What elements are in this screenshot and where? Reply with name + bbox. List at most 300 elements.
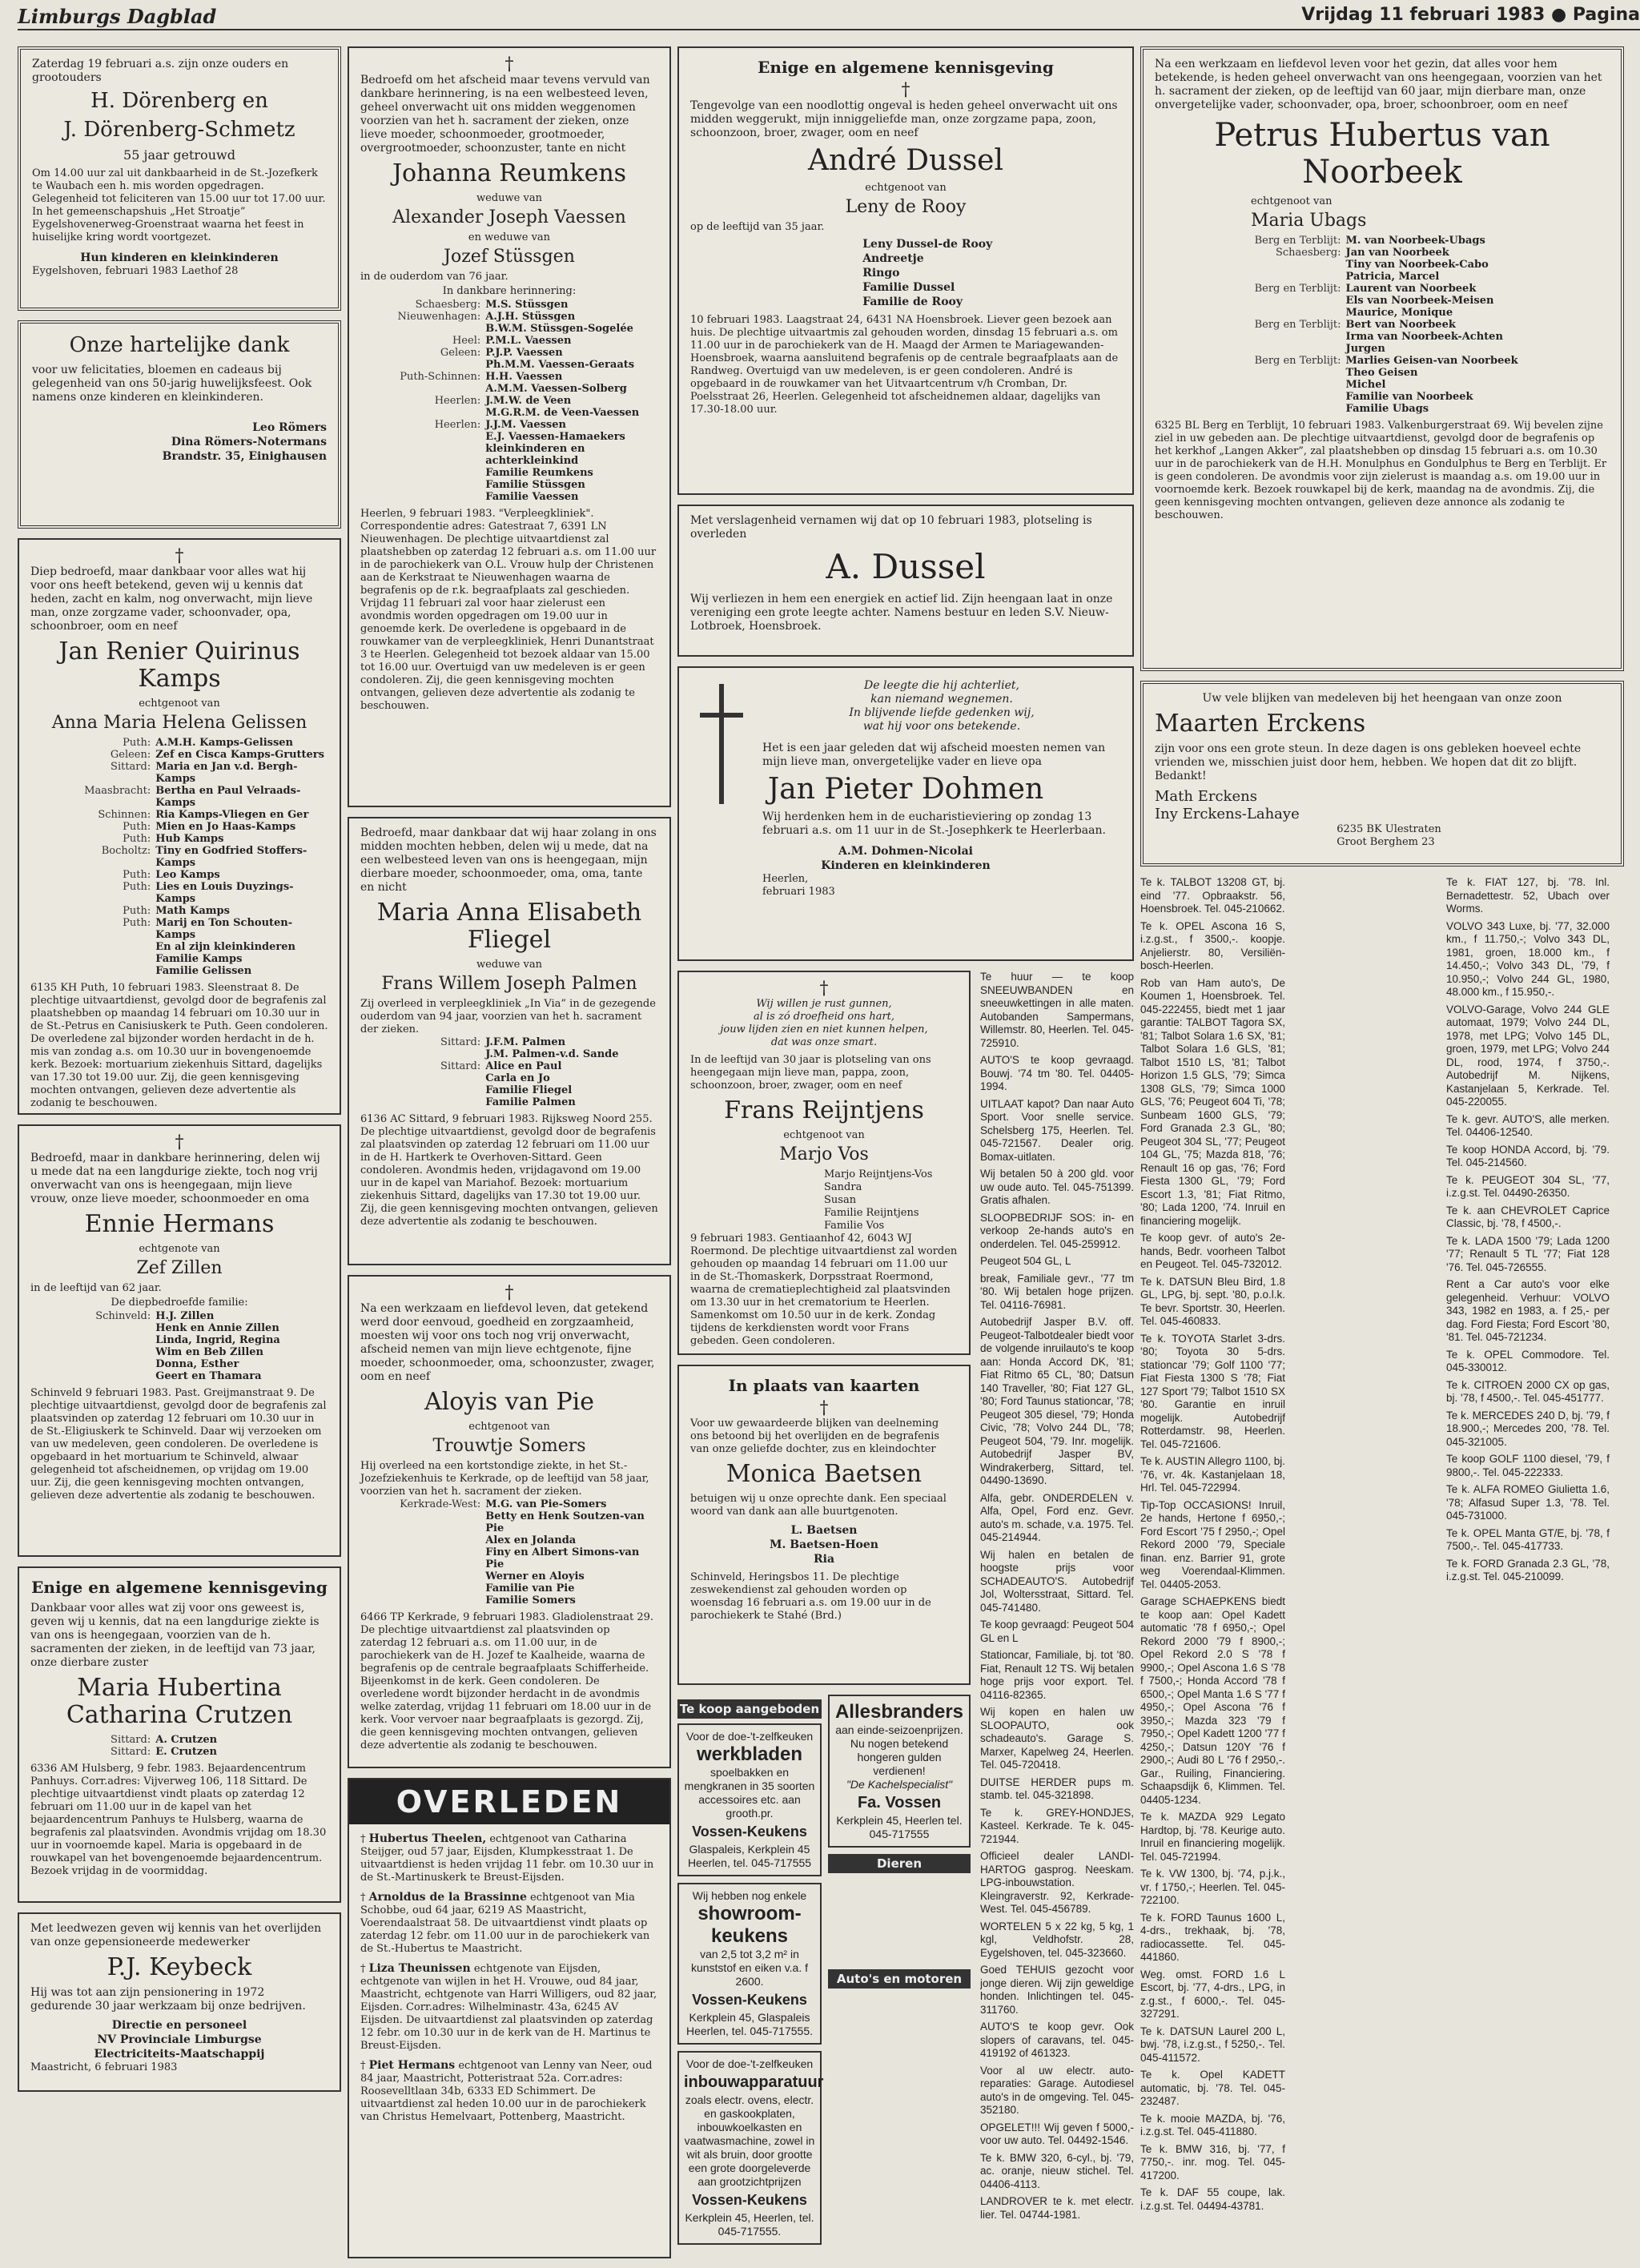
col3-left	[677, 971, 971, 2251]
classified-ad: Weg. omst. FORD 1.6 L Escort, bj. '77, 4-drs., LPG, in z.g.st., f 6000,-. Tel. 045-327291.	[1140, 1968, 1285, 2020]
family-member: Jan van Noorbeek	[1345, 247, 1449, 259]
family-place: Schaesberg:	[415, 299, 481, 311]
deceased-name: P.J. Keybeck	[107, 1953, 252, 1981]
classified-ad: Te k. TOYOTA Starlet 3-drs. '80; Toyota 30 5-drs. stationcar '79; Golf 1100 '77; Fiat Fiesta 1300 S '78; Fiat 127 Sport '79; Talbot 1510 SX '80. Garantie en inruil mogelijk. Autobedrijf Rotterdamstr. 98, Heerlen. Tel. 045-721606.	[1140, 1332, 1285, 1450]
overleden-text: echtgenote van Eijsden, echtgenote van wijlen in het H. Vrouwe, oud 84 jaar, Maastricht, echtgenote van Harri Willigers, oud 82 jaar, Eijsden. Corr.adres: Wilhelminastr. 43a, 6245 AV Eijsden. De uitvaartdienst zal plaatsvinden op zaterdag 12 febr. om 10.30 uur in de kerk van de H. Martinus te Breust-Eijsden.	[360, 1963, 657, 2052]
after: Schinveld, Heringsbos 11. De plechtige zeswekendienst zal gehouden worden op woensdag 16 februari a.s. om 19.00 uur in de parochiekerk te Stahé (Brd.)	[690, 1571, 931, 1622]
family-member: J.M. Palmen-v.d. Sande	[485, 1048, 619, 1060]
deceased-name: Maria Anna Elisabeth Fliegel	[376, 899, 642, 954]
overleden-name: Piet Hermans	[368, 2059, 456, 2072]
family-member: Familie Fliegel	[485, 1084, 573, 1096]
classified-ad: LANDROVER te k. met electr. lier. Tel. 04744-1981.	[980, 2195, 1134, 2221]
classified-ad: Rob van Ham auto's, De Koumen 1, Hoensbroek. Tel. 045-222455, biedt met 1 jaar garantie: TALBOT Tagora SX, '81; Talbot Solara 1.6 SX, '81; Talbot Solara 1.6 GLS, '81; Talbot 1510 LS, '81; Talbot Horizon 1.5 GLS, '79; Simca 1308 GLS, '79; Simca 1000 GLS, '76; Peugeot 604 Ti, '78; Sunbeam 1600 GLS, '79; Ford Granada 2.3 GL, '80; Peugeot 304 SL, '77; Peugeot 104 GL, '75; Mazda 818, '76; Renault 16 op gas, '76; Ford Fiesta 1300 GL, '79; Ford Escort 1.3, '81; Fiat Ritmo, '80; Lada 1200, '74. Inruil en financiering mogelijk.	[1140, 976, 1285, 1227]
rubric-te-koop: Te koop aangeboden	[677, 1699, 822, 1719]
family-member: Ph.M.M. Vaessen-Geraats	[485, 359, 635, 371]
classified-ad: Te k. BMW 316, bj. '77, f 7750,-. inr. mog. Tel. 045-417200.	[1140, 2142, 1285, 2182]
classified-ad: Te k. DATSUN Bleu Bird, 1.8 GL, LPG, bj. sept. '80, p.o.l.k. Te bevr. Sportstr. 30, Heerlen. Tel. 045-460833.	[1140, 1275, 1285, 1327]
cross-icon: †	[360, 2060, 369, 2072]
classified-ad: Te k. VW 1300, bj. '74, p.j.k., vr. f 1750,-; Heerlen. Tel. 045-722100.	[1140, 1868, 1285, 1906]
family-place	[360, 1570, 485, 1582]
family-member: P.M.L. Vaessen	[485, 335, 572, 347]
family-member: Familie Reijntjens	[824, 1207, 919, 1219]
intro: Bedroefd om het afscheid maar tevens vervuld van dankbare herinnering, is na een welbesteed leven, geheel onverwacht uit ons midden weggenomen voorzien van het h. sacrament der zieken, onze lieve moeder, schoonmoeder, grootmoeder, overgrootmoeder, schoonzuster, tante en nicht	[360, 74, 650, 155]
family-place	[360, 479, 485, 491]
place: Eygelshoven, februari 1983 Laethof 28	[32, 265, 239, 277]
family-member: Theo Geisen	[1345, 367, 1418, 379]
family-member: Els van Noorbeek-Meisen	[1345, 295, 1494, 307]
family-place	[30, 1322, 155, 1334]
family-place: Schaesberg:	[1275, 247, 1341, 259]
overleden-item	[360, 1832, 658, 1884]
family-place	[360, 1582, 485, 1594]
classified-ad: Peugeot 504 GL, L	[980, 1255, 1071, 1267]
classified-column-b	[1446, 876, 1610, 2254]
classified-ad: Voor al uw electr. auto-reparaties: Garage. Autodiesel auto's in de omgeving. Tel. 045-352180.	[980, 2064, 1134, 2116]
overleden-name: Hubertus Theelen,	[368, 1832, 487, 1845]
family-place: Sittard:	[111, 1746, 151, 1758]
family-place	[1155, 343, 1346, 355]
date-page: Vrijdag 11 februari 1983 ● Pagina	[1301, 5, 1640, 25]
name-1: H. Dörenberg en	[90, 89, 268, 113]
family-member: Susan	[824, 1194, 857, 1206]
intro: Dankbaar voor alles wat zij voor ons geweest is, geven wij u kennis, dat na een langdurige ziekte is van ons is heengegaan, voorzien van de h. sacramenten der zieken, in de leeftijd van 73 jaar, onze dierbare zuster	[30, 1602, 320, 1669]
classified-ad: Te k. Opel KADETT automatic, bj. '78. Tel. 045-232487.	[1140, 2069, 1285, 2107]
age: in de ouderdom van 76 jaar.	[360, 271, 508, 283]
addr: Glaspaleis, Kerkplein 45 Heerlen, tel. 045-717555	[687, 1843, 812, 1869]
family-list	[360, 1498, 658, 1606]
family-intro: In dankbare herinnering:	[442, 285, 577, 297]
classified-ad: break, Familiale gevr., '77 tm '80. Wij betalen hoge prijzen. Tel. 04116-76981.	[980, 1272, 1134, 1311]
classified-ad: AUTO'S te koop gevraagd. Bouwj. '74 tm '80. Tel. 04405-1994.	[980, 1054, 1134, 1092]
rubric-dieren: Dieren	[828, 1854, 971, 1873]
classified-ad: Te k. AUSTIN Allegro 1100, bj. '76, vr. 4k. Kastanjelaan 18, Hrl. Tel. 045-722994.	[1140, 1455, 1285, 1494]
family-place	[360, 1546, 485, 1570]
family-place	[360, 407, 485, 419]
family-member: Marij en Ton Schouten-Kamps	[155, 917, 293, 941]
addr: Kerkplein 45, Glaspaleis Heerlen, tel. 045-717555.	[686, 2011, 813, 2037]
name-2: J. Dörenberg-Schmetz	[63, 118, 295, 142]
family-place	[360, 1072, 485, 1084]
family-place: Nieuwenhagen:	[397, 311, 481, 323]
intro: Voor uw gewaardeerde blijken van deelneming ons betoond bij het overlijden en de begrafenis van onze geliefde dochter, zus en kleindochter	[690, 1418, 940, 1455]
family-place	[1155, 403, 1346, 415]
overleden-title: OVERLEDEN	[349, 1779, 669, 1824]
dorenberg-ad	[18, 46, 341, 311]
intro: In de leeftijd van 30 jaar is plotseling van ons heengegaan mijn lieve man, pappa, zoon, schoonzoon, broer, zwager, oom en neef	[690, 1054, 931, 1092]
family-member: kleinkinderen en achterkleinkind	[485, 443, 585, 467]
intro: Voor de doe-'t-zelfkeuken	[685, 1730, 814, 1743]
classified-ad: Rent a Car auto's voor elke gelegenheid. Verhuur: VOLVO 343, 1982 en 1983, a. f 25,- per dag. Ford Fiesta; Ford Escort '80, '81. Tel. 045-721234.	[1446, 1278, 1610, 1343]
spouse-intro: echtgenoot van	[139, 698, 220, 710]
addr: Kerkplein 45, Heerlen tel. 045-717555	[836, 1814, 963, 1840]
text: 9 februari 1983. Gentiaanhof 42, 6043 WJ Roermond. De plechtige uitvaartdienst zal worden gehouden op maandag 14 februari om 11.00 uur in de St.-Thomaskerk, Dorpsstraat Roermond, waarna de crematieplechtigheid zal plaatsvinden om 13.30 uur in het crematorium te Heerlen. Samenkomst om 10.50 uur in de kerk. Zondag tijdens de kerkdiensten wordt voor Frans gebeden. Geen condoleren.	[690, 1233, 958, 1347]
spouse-intro: echtgenoot van	[783, 1129, 865, 1141]
family-member: Andreetje	[862, 252, 924, 265]
family-member: Maurice, Monique	[1345, 307, 1453, 319]
cross-icon: †	[901, 80, 910, 100]
family-member: Familie Vaessen	[485, 491, 579, 503]
family-member: Familie Somers	[485, 1594, 576, 1606]
deceased-name: A. Dussel	[826, 547, 986, 586]
shop: Vossen-Keukens	[692, 1992, 807, 2008]
family-member: Betty en Henk Soutzen-van Pie	[485, 1510, 645, 1534]
family-member: Werner en Aloyis	[485, 1570, 585, 1582]
shop: Fa. Vossen	[857, 1794, 942, 1812]
text: 10 februari 1983. Laagstraat 24, 6431 NA Hoensbroek. Liever geen bezoek aan huis. De plechtige uitvaartmis zal gehouden worden, dinsdag 15 februari a.s. om 11.00 uur in de parochiekerk van de H. Maagd der Armen te Mariagewanden-Hoensbroek, waarna aansluitend begrafenis op de centrale begraafplaats aan de Randweg. Overtuigd van uw medeleven, is er geen condoleren. André is opgebaard in de rouwkamer van het Uitvaartcentrum v/h Cromban, Dr. Poelsstraat 26, Heerlen. Gelegenheid tot afscheidnemen aldaar, dagelijks van 17.30-18.00 uur.	[690, 314, 1119, 416]
family-member: A.M.M. Vaessen-Solberg	[485, 383, 627, 395]
addr: Kerkplein 45, Heerlen, tel. 045-717555.	[685, 2211, 814, 2238]
age: in de leeftijd van 62 jaar.	[30, 1282, 162, 1294]
classified-ad: UITLAAT kapot? Dan naar Auto Sport. Voor snelle service. Schelsberg 175, Heerlen. Tel. 045-721567. Dealer orig. Bomax-uitlaten.	[980, 1097, 1134, 1163]
family-place: Puth:	[123, 869, 151, 881]
family-member: Math Kamps	[155, 905, 230, 917]
family-place: Sittard:	[440, 1060, 481, 1072]
classified-ad: SLOOPBEDRIJF SOS: in- en verkoop 2e-hands auto's en onderdelen. Tel. 045-259912.	[980, 1211, 1134, 1250]
family-place	[30, 965, 155, 977]
family-member: Ringo	[862, 267, 900, 279]
family-member: Alice en Paul	[485, 1060, 562, 1072]
spouse-name: Zef Zillen	[136, 1258, 223, 1278]
reumkens-ad	[348, 46, 671, 807]
deceased-name: Monica Baetsen	[726, 1460, 922, 1488]
classified-ad: Te k. aan CHEVROLET Caprice Classic, bj. '78, f 4500,-.	[1446, 1204, 1610, 1229]
deceased-name: Johanna Reumkens	[392, 159, 627, 187]
intro: Voor de doe-'t-zelfkeuken	[685, 2057, 814, 2070]
spouse-1: Alexander Joseph Vaessen	[392, 207, 626, 227]
column-3	[677, 46, 1134, 2268]
classified-ad: Goed TEHUIS gezocht voor jonge dieren. Wij zijn geweldige honden. Inlichtingen tel. 045-311760.	[980, 1964, 1134, 2016]
family-list	[30, 737, 328, 977]
family-member: P.J.P. Vaessen	[485, 347, 563, 359]
family-place	[30, 953, 155, 965]
family-member: Alex en Jolanda	[485, 1534, 577, 1546]
cross-icon: †	[360, 1833, 369, 1845]
family-place: Heerlen:	[434, 395, 481, 407]
title: Enige en algemene kennisgeving	[31, 1578, 328, 1597]
family-place: Heel:	[452, 335, 481, 347]
werkbladen-ad	[677, 1723, 822, 1876]
classified-ad: Te k. CITROEN 2000 CX op gas, bj. '78, f 4500,-. Tel. 045-451777.	[1446, 1378, 1610, 1404]
classified-ad: Te k. DAF 55 coupe, lak. i.z.g.st. Tel. 04494-43781.	[1140, 2186, 1285, 2212]
classified-ad: Wij halen en betalen de hoogste prijs voor SCHADEAUTO'S. Autobedrijf Jol, Woltersstraat, Sittard. Tel. 045-741480.	[980, 1548, 1134, 1614]
family-place	[360, 1048, 485, 1060]
family-place	[360, 1594, 485, 1606]
classified-ad: Te k. ALFA ROMEO Giulietta 1.6, '78; Alfasud Super 1.3, '78. Tel. 045-731000.	[1446, 1483, 1610, 1522]
family-place: Maasbracht:	[84, 785, 151, 797]
signed: A.M. Dohmen-Nicolai Kinderen en kleinkinderen	[821, 845, 991, 872]
classified-ad: AUTO'S te koop gevr. Ook slopers of caravans, tel. 045-419192 of 461323.	[980, 2021, 1134, 2059]
family-member: Tiny en Godfried Stoffers-Kamps	[155, 845, 308, 869]
title: inbouwapparatuur	[684, 2073, 824, 2091]
classified-ad: Te k. OPEL Ascona 16 S, i.z.g.st., f 3500,-. koopje. Anjelierstr. 80, Versiliën-bosch-Heerlen.	[1140, 919, 1285, 971]
column-4	[1140, 46, 1624, 2254]
family-place: Bocholtz:	[101, 845, 151, 857]
shop: Vossen-Keukens	[692, 2192, 807, 2208]
signed: L. Baetsen M. Baetsen-Hoen Ria	[770, 1524, 878, 1566]
overleden-item	[360, 1891, 658, 1956]
intro: Diep bedroefd, maar dankbaar voor alles wat hij voor ons heeft betekend, geven wij u kennis dat heden, zacht en kalm, nog onverwacht, mijn lieve man, onze zorgzame vader, schoonvader, opa, schoonbroer, oom en neef	[30, 565, 313, 633]
col3-lower	[677, 971, 1134, 2268]
spouse-name: Maria Ubags	[1251, 211, 1367, 231]
cross-icon: †	[175, 546, 184, 566]
family-member: Familie Kamps	[155, 953, 243, 965]
classifieds-col4	[1140, 876, 1624, 2254]
cross-icon: †	[819, 1398, 829, 1418]
shop: Vossen-Keukens	[692, 1824, 807, 1840]
family-place: Berg en Terblijt:	[1254, 355, 1341, 367]
family-member: Hub Kamps	[155, 833, 224, 845]
overleden-item	[360, 1962, 658, 2053]
intro: Bedroefd, maar in dankbare herinnering, delen wij u mede dat na een langdurige ziekte, toch nog vrij onverwacht van ons is heengegaan, mijn lieve vrouw, onze lieve moeder, schoonmoeder en oma	[30, 1152, 320, 1205]
family-intro: De diepbedroefde familie:	[111, 1297, 248, 1309]
spouse-name: Trouwtje Somers	[432, 1436, 586, 1456]
classified-ad: Wij betalen 50 à 200 gld. voor uw oude auto. Tel. 045-751399. Gratis afhalen.	[980, 1168, 1134, 1206]
family-list	[824, 1168, 958, 1233]
family-place	[30, 1334, 155, 1346]
classified-ad: Te k. OPEL Commodore. Tel. 045-330012.	[1446, 1348, 1610, 1373]
family-member: Familie van Pie	[485, 1582, 575, 1594]
spouse-intro: echtgenoot van	[468, 1421, 550, 1433]
overleden-item	[360, 2059, 658, 2124]
spouse-name: Frans Willem Joseph Palmen	[381, 974, 637, 994]
family-member: Sandra	[824, 1181, 862, 1193]
classified-ad: Te k. MAZDA 929 Legato Hardtop, bj. '78. Keurige auto. Inruil en financiering mogelijk. Tel. 045-721994.	[1140, 1811, 1285, 1863]
family-member: Tiny van Noorbeek-Cabo	[1345, 259, 1489, 271]
classified-ad: Alfa, gebr. ONDERDELEN v. Alfa, Opel, Ford enz. Gevr. auto's m. schade, v.a. 1975. Tel. 045-214944.	[980, 1491, 1134, 1543]
family-member: A. Crutzen	[155, 1734, 218, 1746]
family-list	[862, 237, 1121, 309]
family-member: M. van Noorbeek-Ubags	[1345, 235, 1485, 247]
signed: Directie en personeel NV Provinciale Limburgse Electriciteits-Maatschappij	[94, 2019, 265, 2061]
family-place	[360, 359, 485, 371]
fliegel-ad	[348, 817, 671, 1265]
classified-ad: WORTELEN 5 x 22 kg, 5 kg, 1 kgl, Veldhofstr. 28, Eygelshoven, tel. 045-323660.	[980, 1920, 1134, 1959]
classified-ad: Wij kopen en halen uw SLOOPAUTO, ook schadeauto's. Garage S. Marxer, Kapelweg 24, Heerlen. Tel. 045-720418.	[980, 1706, 1134, 1771]
poem: De leegte die hij achterliet, kan niemand wegnemen. In blijvende liefde gedenken wij, wat hij voor ons betekende.	[849, 679, 1035, 733]
classified-ad: Te k. FORD Granada 2.3 GL, '78, i.z.g.st. Tel. 045-210099.	[1446, 1557, 1610, 1582]
dohmen-ad	[677, 666, 1134, 961]
place: Maastricht, 6 februari 1983	[30, 2061, 178, 2073]
family-place	[360, 1096, 485, 1108]
family-member: A.J.H. Stüssgen	[485, 311, 576, 323]
classified-ad: Te koop GOLF 1100 diesel, '79, f 9800,-. Tel. 045-222333.	[1446, 1453, 1610, 1478]
family-list	[360, 299, 658, 503]
deceased-name: Jan Renier Quirinus Kamps	[58, 637, 300, 693]
signed: Math Erckens Iny Erckens-Lahaye	[1155, 788, 1300, 822]
classified-ad: Te k. gevr. AUTO'S, alle merken. Tel. 04406-12540.	[1446, 1112, 1610, 1138]
text: aan einde-seizoenprijzen. Nu nogen betekend hongeren gulden verdienen!	[835, 1723, 963, 1777]
family-place	[360, 1084, 485, 1096]
classified-ad: Tip-Top OCCASIONS! Inruil, 2e hands, Hertone f 6950,-; Ford Escort '75 f 2950,-; Opel Rekord 2000 '79, Speciale finan. enz. Barrier 91, grote weg Voerendaal-Klimmen. Tel. 04405-2053.	[1140, 1498, 1285, 1590]
family-member: Linda, Ingrid, Regina	[155, 1334, 280, 1346]
vossen-ads	[677, 1695, 971, 2251]
family-place	[360, 491, 485, 503]
family-list	[1155, 235, 1610, 415]
cross-icon	[719, 684, 724, 804]
family-list	[360, 1036, 658, 1108]
signed: Leo Römers Dina Römers-Notermans Brandstr. 35, Einighausen	[162, 421, 327, 463]
family-place: Puth:	[123, 833, 151, 845]
title: Allesbranders	[834, 1701, 964, 1723]
classified-ad: Te k. DATSUN Laurel 200 L, bwj. '78, i.z.g.st., f 5250,-. Tel. 045-411572.	[1140, 2025, 1285, 2064]
spouse-intro: echtgenoot van	[1251, 195, 1332, 207]
family-place: Puth:	[123, 881, 151, 893]
family-list	[30, 1734, 328, 1758]
kamps-ad	[18, 538, 341, 1115]
family-member: M.G.R.M. de Veen-Vaessen	[485, 407, 640, 419]
text: 6336 AM Hulsberg, 9 febr. 1983. Bejaardencentrum Panhuys. Corr.adres: Vijverweg 106, 118 Sittard. De plechtige uitvaartdienst vindt plaats op zaterdag 12 februari om 11.00 uur in de kapel van het bejaardencentrum Panhuys te Hulsberg, waarna de begrafenis zal plaatsvinden. Avondmis vrijdag om 18.30 uur in voornoemde kapel. Maria is opgebaard in de rouwkapel van het bovengenoemde bejaardencentrum. Bezoek vrijdag in de voormiddag.	[30, 1763, 327, 1877]
crutzen-ad	[18, 1566, 341, 1903]
family-place	[360, 467, 485, 479]
family-member: Finy en Albert Simons-van Pie	[485, 1546, 640, 1570]
classified-ad: Te k. TALBOT 13208 GT, bj. eind '77. Opbraakstr. 56, Hoensbroek. Tel. 045-210662.	[1140, 876, 1285, 915]
title: Onze hartelijke dank	[69, 333, 290, 357]
overleden-text: echtgenoot van Lenny van Neer, oud 84 jaar, Maastricht, Potteristraat 52a. Corr.adres: Roosevelltlaan 34b, 6333 ED Schimmert. De uitvaartdienst zal heden 10.00 uur in de parochiekerk van Christus Hemelvaart, Pottenberg, Maastricht.	[360, 2060, 653, 2123]
family-place: Puth:	[123, 821, 151, 833]
text: Wij herdenken hem in de eucharistieviering op zondag 13 februari a.s. om 11 uur in de St.-Josephkerk te Heerlerbaan.	[762, 810, 1106, 837]
family-place: Berg en Terblijt:	[1254, 283, 1341, 295]
cross-icon: †	[360, 1963, 369, 1975]
overleden-text: echtgenoot van Mia Schobbe, oud 64 jaar, 6219 AS Maastricht, Voerendaalstraat 58. De uitvaartdienst vindt plaats op zaterdag 12 febr. om 11.00 uur in de parochiekerk van de St.-Hubertus te Maastricht.	[360, 1892, 650, 1955]
dank-ad	[18, 320, 341, 529]
classified-ad: Te k. PEUGEOT 304 SL, '77, i.z.g.st. Tel. 04490-26350.	[1446, 1173, 1610, 1199]
family-place: Puth:	[123, 737, 151, 749]
intro: Wij hebben nog enkele	[692, 1889, 807, 1902]
family-member: J.J.M. Vaessen	[485, 419, 566, 431]
spouse-intro: echtgenoot van	[865, 182, 947, 194]
classified-ad: Te k. MERCEDES 240 D, bj. '79, f 18.900,-; Mercedes 200, '78. Tel. 045-321005.	[1446, 1409, 1610, 1448]
text: 6136 AC Sittard, 9 februari 1983. Rijksweg Noord 255. De plechtige uitvaartdienst, gevolgd door de begrafenis zal plaatsvinden op zaterdag 12 februari om 11.00 uur in de H. Hartkerk te Overhoven-Sittard. Geen condoleren. Avondmis heden, vrijdagavond om 19.00 uur in de kapel van Mariahof. Bezoek: mortuarium ziekenhuis Sittard, dagelijks van 17.30 tot 19.00 uur. Zij, die geen kennisgeving mochten ontvangen, gelieven deze advertentie als zodanig te beschouwen.	[360, 1113, 658, 1228]
family-member: Familie Ubags	[1345, 403, 1429, 415]
family-member: M.G. van Pie-Somers	[485, 1498, 607, 1510]
spouse-intro: echtgenote van	[139, 1243, 220, 1255]
family-place	[1155, 271, 1346, 283]
family-member: Marlies Geisen-van Noorbeek	[1345, 355, 1518, 367]
family-place	[1155, 259, 1346, 271]
family-member: Bertha en Paul Velraads-Kamps	[155, 785, 301, 809]
family-member: Irma van Noorbeek-Achten	[1345, 331, 1503, 343]
deceased-name: Ennie Hermans	[84, 1210, 275, 1238]
family-place: Sittard:	[111, 1734, 151, 1746]
classified-ad: Autobedrijf Jasper B.V. off. Peugeot-Talbotdealer biedt voor de volgende inruilauto's te koop aan: Honda Accord DK, '81; Fiat Ritmo 65 CL, '80; Datsun 140 Traveller, '80; Fiat 127 GL, '80; Ford Taunus stationcar, '78; Peugeot 305 diesel, '79; Honda Civic, '78; Volvo 244 DL, '78; Peugeot 504, '79. Inr. mogelijk. Autobedrijf Jasper BV, Windrakerberg, Sittard, tel. 04490-13690.	[980, 1316, 1134, 1486]
erckens-ad	[1140, 681, 1624, 867]
family-member: Familie de Rooy	[862, 296, 963, 308]
widow-of: weduwe van	[476, 959, 542, 971]
family-place	[360, 431, 485, 443]
overleden-text: echtgenoot van Catharina Steijger, oud 57 jaar, Eijsden, Klumpkesstraat 1. De uitvaartdienst is heden vrijdag 11 febr. om 10.30 uur in de St.-Martinuskerk te Breust-Eijsden.	[360, 1833, 654, 1884]
family-member: Leny Dussel-de Rooy	[862, 238, 993, 251]
cross-icon: †	[504, 1283, 514, 1303]
keybeck-ad	[18, 1912, 341, 2092]
family-place	[1155, 379, 1346, 391]
family-member: Wim en Beb Zillen	[155, 1346, 263, 1358]
anniversary: 55 jaar getrouwd	[123, 147, 235, 163]
family-member: Maria en Jan v.d. Bergh-Kamps	[155, 761, 298, 785]
classified-ad: Te k. LADA 1500 '79; Lada 1200 '77; Renault 5 TL '77; Fiat 128 '76. Tel. 045-726555.	[1446, 1234, 1610, 1273]
family-place	[1155, 367, 1346, 379]
overleden-box	[348, 1778, 671, 2258]
rubric-autos: Auto's en motoren	[828, 1969, 971, 1989]
family-place: Puth-Schinnen:	[400, 371, 481, 383]
text: Heerlen, 9 februari 1983. "Verpleegkliniek". Correspondentie adres: Gatestraat 7, 6391 LN Nieuwenhagen. De plechtige uitvaartdienst zal plaatshebben op zaterdag 12 februari a.s. om 11.00 uur in de parochiekerk van O.L. Vrouw hulp der Christenen aan de Kerkstraat te Nieuwenhagen waarna de begrafenis op de r.k. begraafplaats zal geschieden. Vrijdag 11 februari zal voor haar zielerust een avondmis worden opgedragen om 19.00 uur in genoemde kerk. De overledene is opgebaard in de rouwkamer van de verpleegkliniek, Henri Dunantstraat 3 te Heerlen. Gelegenheid tot bezoek aldaar van 15.00 tot 16.00 uur. Overtuigd van uw medeleven is er geen condoleren. Zij, die geen kennisgeving mochten ontvangen, gelieven deze advertentie als zodanig te beschouwen.	[360, 508, 657, 712]
family-place	[1155, 295, 1346, 307]
vossen-right	[828, 1695, 971, 2251]
family-member: En al zijn kleinkinderen	[155, 941, 295, 953]
allesbranders-ad	[828, 1695, 971, 1848]
classified-ad: VOLVO 343 Luxe, bj. '77, 32.000 km., f 11.750,-; Volvo 343 DL, 1981, groen, 18.000 km., f 14.450,-; Volvo 343 DL, '79, f 10.950,-; Volvo 244 GL, 1980, 48.000 km., f 15.950,-.	[1446, 919, 1610, 998]
title: In plaats van kaarten	[728, 1376, 920, 1395]
family-member: Henk en Annie Zillen	[155, 1322, 279, 1334]
text: voor uw felicitaties, bloemen en cadeaus bij gelegenheid van ons 50-jarig huwelijksfeest. Ook namens onze kinderen en kleinkinderen.	[32, 364, 312, 404]
classified-ad: Te k. mooie MAZDA, bj. '76, i.z.g.st. Tel. 045-411880.	[1140, 2112, 1285, 2137]
poem: Wij willen je rust gunnen, al is zó droefheid ons hart, jouw lijden zien en niet kunnen helpen, dat was onze smart.	[720, 998, 928, 1048]
vossen-left	[677, 1695, 822, 2251]
family-member: Familie Gelissen	[155, 965, 252, 977]
family-member: Familie Reumkens	[485, 467, 593, 479]
classified-ad: Te k. FORD Taunus 1600 L, 4-drs., trekhaak, bj. '78, radiocassette. Tel. 045-441860.	[1140, 1911, 1285, 1963]
classified-ad: Officieel dealer LANDI-HARTOG gasprog. Neeskam. LPG-inbouwstation. Kleingraverstr. 92, Kerkrade-West. Tel. 045-456789.	[980, 1850, 1134, 1915]
cross-icon: †	[819, 979, 829, 999]
paper-name: Limburgs Dagblad	[18, 5, 217, 28]
family-member: E.J. Vaessen-Hamaekers	[485, 431, 625, 443]
family-place	[1155, 331, 1346, 343]
signed: Hun kinderen en kleinkinderen	[80, 251, 279, 264]
column-2	[348, 46, 671, 2268]
deceased-name: Frans Reijntjens	[724, 1096, 924, 1124]
family-place	[1155, 391, 1346, 403]
spouse-name: Marjo Vos	[779, 1144, 869, 1164]
overleden-name: Liza Theunissen	[368, 1962, 471, 1975]
hermans-ad	[18, 1124, 341, 1557]
intro: Na een werkzaam en liefdevol leven, dat getekend werd door eenvoud, goedheid en zorgzaamheid, moesten wij voor ons toch nog vrij onverwacht, afscheid nemen van mijn lieve echtgenote, fijne moeder, schoonmoeder, oma, schoonzuster, zwager, oom en neef	[360, 1302, 655, 1383]
text: zijn voor ons een grote steun. In deze dagen is ons gebleken hoeveel echte vrienden we, misschien juist door hem, hebben. We hopen dat dit zo blijft. Bedankt!	[1155, 742, 1582, 782]
family-place: Puth:	[123, 905, 151, 917]
intro: Het is een jaar geleden dat wij afscheid moesten nemen van mijn lieve man, onvergetelijke vader en lieve opa	[762, 742, 1106, 768]
intro: Bedroefd, maar dankbaar dat wij haar zolang in ons midden mochten hebben, delen wij u mede, dat na een welbesteed leven van ons is heengegaan, mijn dierbare moeder, schoonmoeder, oma, oma, tante en nicht	[360, 826, 657, 894]
family-member: Lies en Louis Duyzings-Kamps	[155, 881, 294, 905]
spouse-2: Jozef Stüssgen	[444, 247, 575, 267]
classified-ad: OPGELET!!! Wij geven f 5000,- voor uw auto. Tel. 04492-1546.	[980, 2121, 1134, 2146]
family-place	[360, 443, 485, 467]
age: Hij overleed na een kortstondige ziekte, in het St.-Jozefziekenhuis te Kerkrade, op de leeftijd van 58 jaar, voorzien van het h. sacrament der zieken.	[360, 1460, 649, 1498]
family-member: Patricia, Marcel	[1345, 271, 1440, 283]
classified-ad: Te koop gevr. of auto's 2e-hands, Bedr. voorheen Talbot en Peugeot. Tel. 045-732012.	[1140, 1232, 1285, 1270]
slogan: "De Kachelspecialist"	[846, 1778, 953, 1791]
family-place	[30, 941, 155, 953]
family-member: Donna, Esther	[155, 1358, 239, 1370]
deceased-name: Maria Hubertina Catharina Crutzen	[66, 1674, 293, 1729]
widow-of-2: en weduwe van	[468, 231, 551, 243]
family-place: Sittard:	[111, 761, 151, 773]
family-place: Berg en Terblijt:	[1254, 235, 1341, 247]
classified-column-a	[1140, 876, 1438, 2254]
family-member: M.S. Stüssgen	[485, 299, 569, 311]
family-place: Berg en Terblijt:	[1254, 319, 1341, 331]
family-member: Familie Dussel	[862, 281, 955, 294]
family-place	[30, 1346, 155, 1358]
text: Om 14.00 uur zal uit dankbaarheid in de St.-Jozefkerk te Waubach een h. mis worden opgedragen. Gelegenheid tot feliciteren van 15.00 uur tot 17.00 uur. In het gemeenschapshuis „Het Stroatje” Eygelshovenerweg-Groenstraat waarna het feest in huiselijke kring wordt voortgezet.	[32, 167, 326, 243]
family-member: Familie Palmen	[485, 1096, 576, 1108]
age: op de leeftijd van 35 jaar.	[690, 221, 825, 233]
text: 6466 TP Kerkrade, 9 februari 1983. Gladiolenstraat 29. De plechtige uitvaartdienst zal plaatsvinden op zaterdag 12 februari a.s. om 11.00 uur, in de parochiekerk van de H. Jozef te Kaalheide, waarna de begrafenis op de centrale begraafplaats Schifferheide. Bijeenkomst in de kerk. Geen condoleren. De overledene wordt bijzonder herdacht in de avondmis welke zaterdag, vrijdag 11 februari om 18.00 uur in de kerk. Voor vervoer naar begraafplaats is gezorgd. Zij, die geen kennisgeving mochten ontvangen, gelieven deze advertentie als zodanig te beschouwen.	[360, 1611, 654, 1751]
family-member: Geert en Thamara	[155, 1370, 262, 1382]
classified-ad: Te huur — te koop SNEEUWBANDEN en sneeuwkettingen in alle maten. Autobanden Sampermans, Willemstr. 80, Heerlen. Tel. 045-725910.	[980, 971, 1134, 1049]
cross-icon: †	[504, 54, 514, 74]
classified-ad: Te k. BMW 320, 6-cyl., bj. '79, ac. oranje, nieuw stichel. Tel. 04406-4113.	[980, 2151, 1134, 2190]
family-member: Zef en Cisca Kamps-Grutters	[155, 749, 324, 761]
intro: Tengevolge van een noodlottig ongeval is heden geheel onverwacht uit ons midden weggerukt, mijn inniggeliefde man, onze zorgzame papa, zoon, schoonzoon, broer, zwager, oom en neef	[690, 99, 1118, 139]
family-member: J.F.M. Palmen	[485, 1036, 566, 1048]
